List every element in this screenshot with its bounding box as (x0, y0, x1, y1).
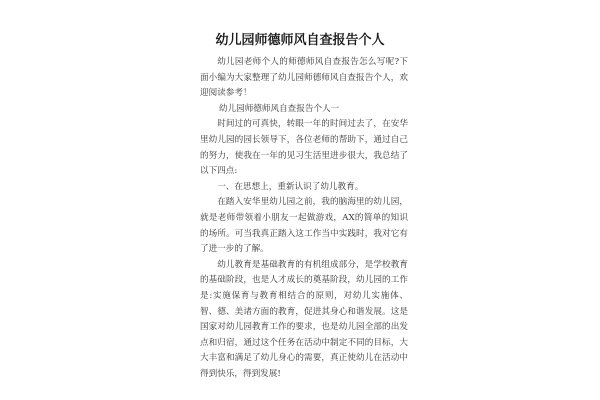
body-paragraph: 幼儿教育是基础教育的有机组成部分，是学校教育的基础阶段，也是人才成长的奠基阶段，幼儿园的工作是:实施保育与教育相结合的原则，对幼儿实施体、智、德、美诸方面的教育，促进其身心和谐发展。这是国家对幼儿园教育工作的要求，也是幼儿园全部的出发点和归宿，通过这个任务在活动中制定不同的目标，大大丰富和满足了幼儿身心的需要，真正使幼儿在活动中得到快乐，得到发展! (200, 259, 408, 379)
body-paragraph: 时间过的可真快，转眼一年的时间过去了，在安华里幼儿园的园长领导下，各位老师的帮助下，通过自己的努力，使我在一年的见习生活里进步很大，我总结了以下四点: (200, 119, 408, 177)
section-heading: 幼儿园师德师风自查报告个人一 (218, 103, 340, 114)
page-title: 幼儿园师德师风自查报告个人 (215, 33, 385, 48)
point-heading: 一、在思想上，重新认识了幼儿教育。 (217, 181, 364, 192)
intro-paragraph: 幼儿园老师个人的师德师风自查报告怎么写呢?下面小编为大家整理了幼儿园师德师风自查报告个人，欢迎阅读参考！ (200, 57, 408, 99)
document-body (200, 55, 408, 382)
body-paragraph: 在踏入安华里幼儿园之前，我的脑海里的幼儿园，就是老师带领着小朋友一起做游戏，AX的简单的知识的场所。可当我真正踏入这工作当中实践时，我对它有了进一步的了解。 (200, 197, 408, 255)
